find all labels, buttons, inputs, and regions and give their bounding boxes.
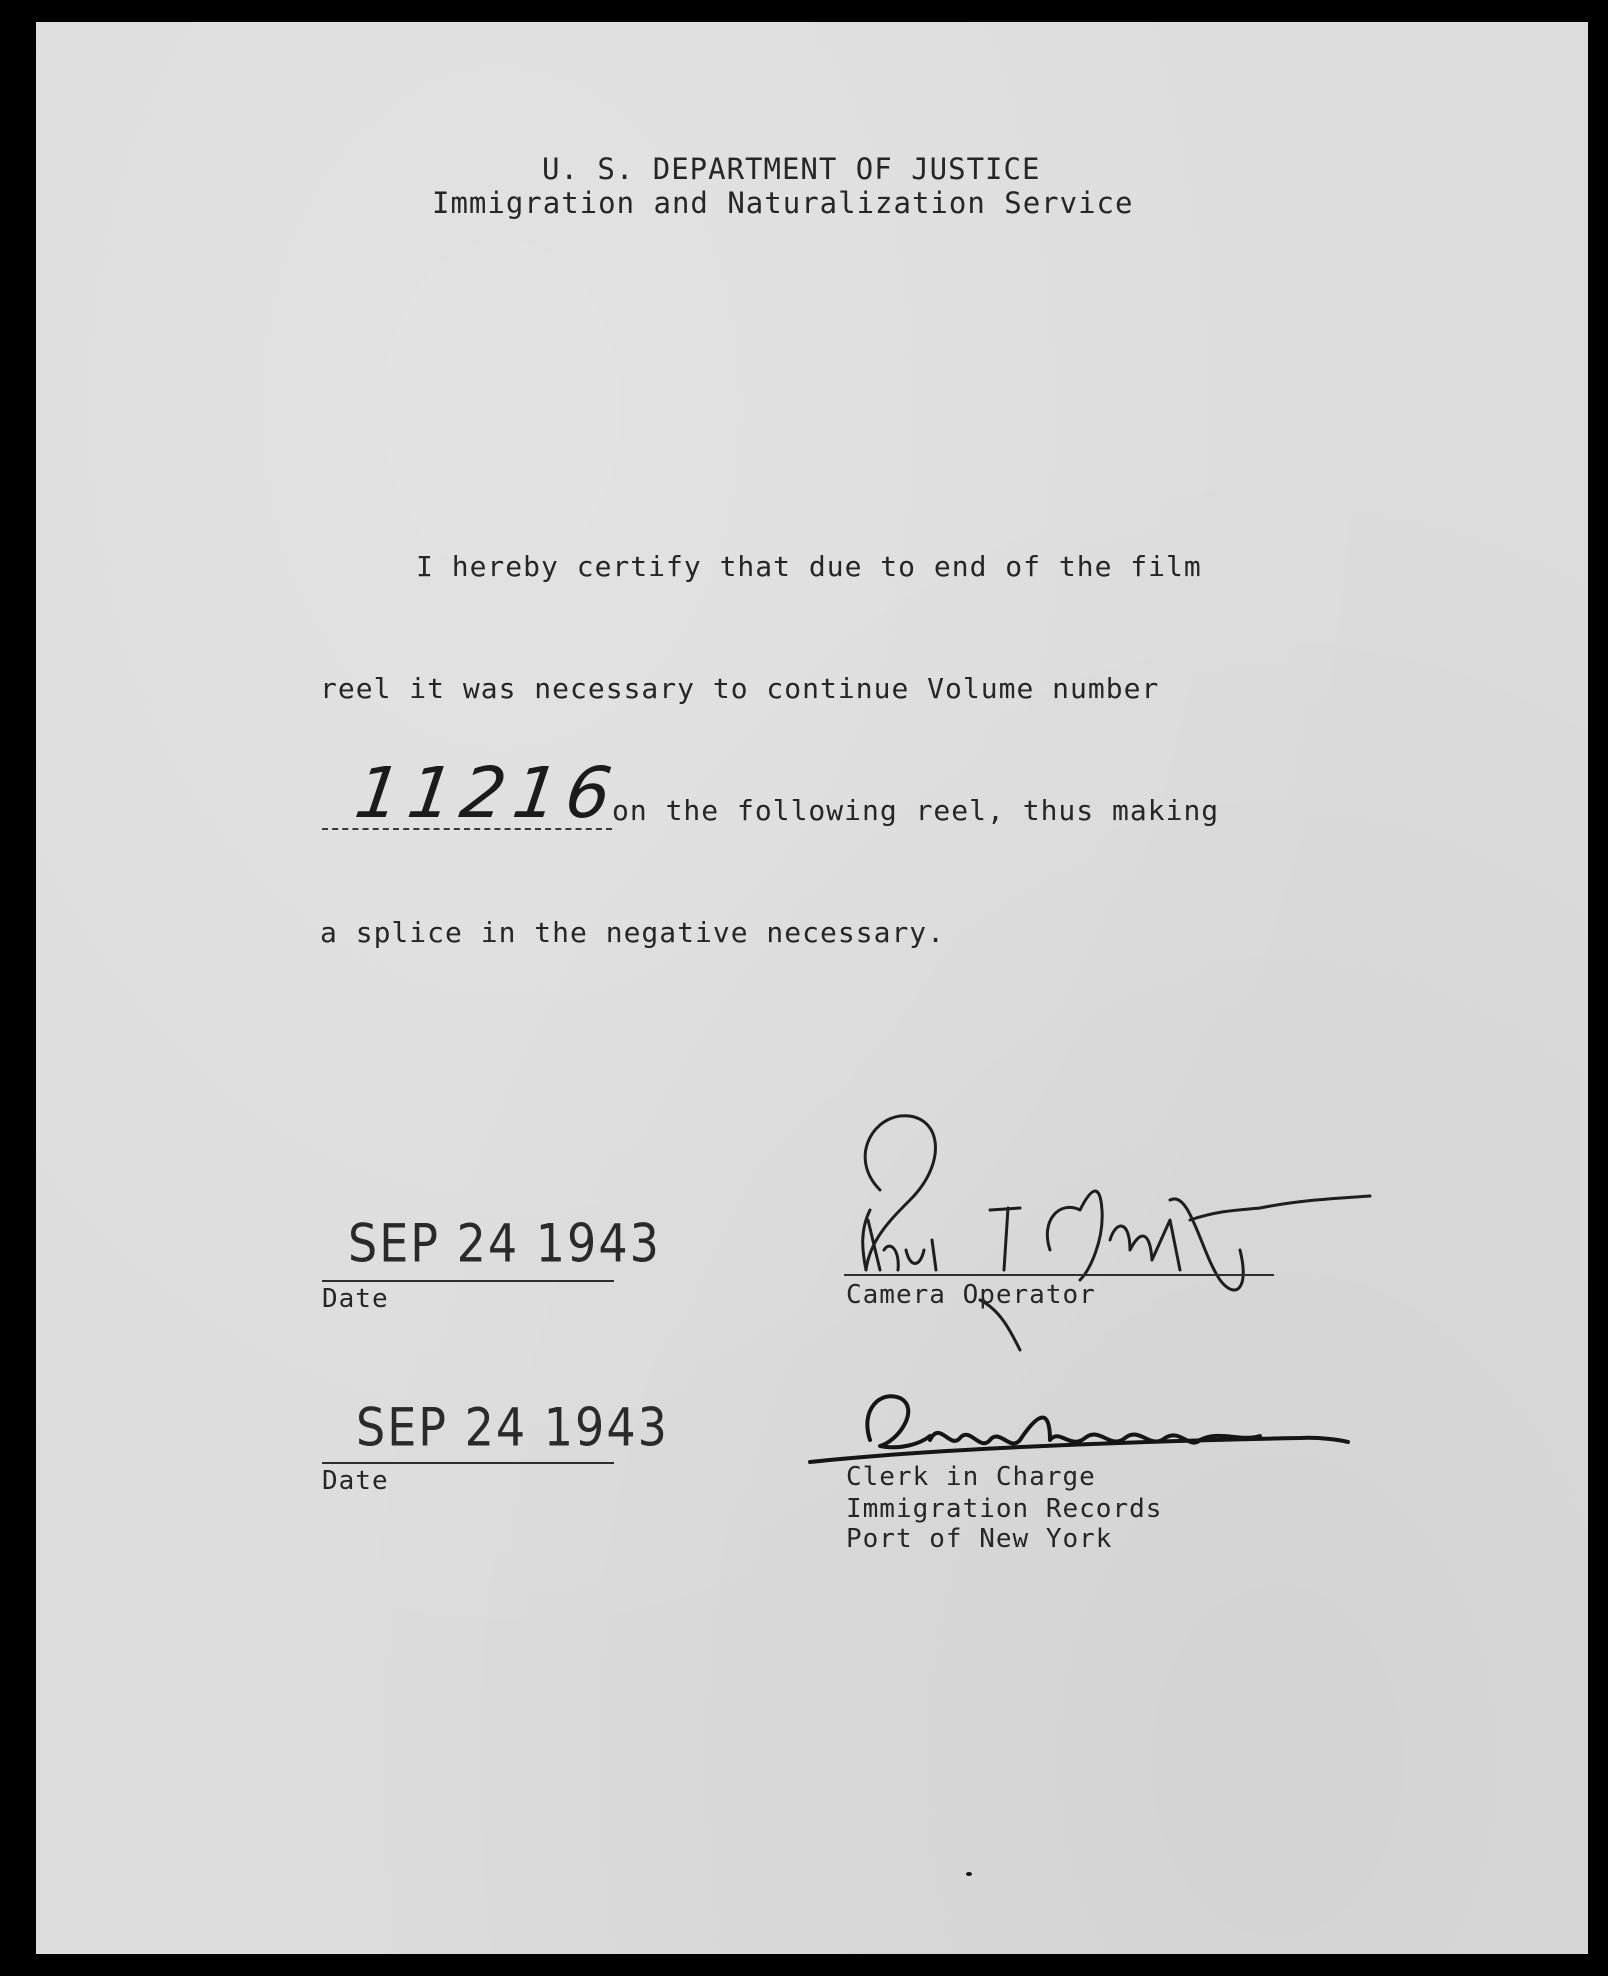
certification-line-2: reel it was necessary to continue Volume number (320, 672, 1160, 705)
camera-operator-signature (840, 1100, 1520, 1360)
certification-line-4: a splice in the negative necessary. (320, 916, 946, 949)
volume-number-underline (322, 828, 612, 830)
date-line-camera (322, 1280, 614, 1282)
document-page (36, 22, 1588, 1954)
service-heading: Immigration and Naturalization Service (432, 186, 1134, 220)
immigration-records-label: Immigration Records (846, 1494, 1163, 1524)
date-stamp-camera: SEP 24 1943 (348, 1212, 661, 1275)
film-speck (966, 1872, 972, 1876)
date-label-camera: Date (322, 1284, 389, 1314)
date-label-clerk: Date (322, 1466, 389, 1496)
date-stamp-clerk: SEP 24 1943 (356, 1396, 669, 1459)
certification-line-3: on the following reel, thus making (612, 794, 1220, 827)
clerk-in-charge-label: Clerk in Charge (846, 1462, 1096, 1492)
department-heading: U. S. DEPARTMENT OF JUSTICE (542, 152, 1041, 186)
camera-operator-label: Camera Operator (846, 1280, 1096, 1310)
certification-line-1: I hereby certify that due to end of the film (416, 550, 1202, 583)
signature-line-camera (844, 1274, 1274, 1276)
date-line-clerk (322, 1462, 614, 1464)
port-of-new-york-label: Port of New York (846, 1524, 1113, 1554)
volume-number-handwritten: 11216 (350, 752, 625, 834)
